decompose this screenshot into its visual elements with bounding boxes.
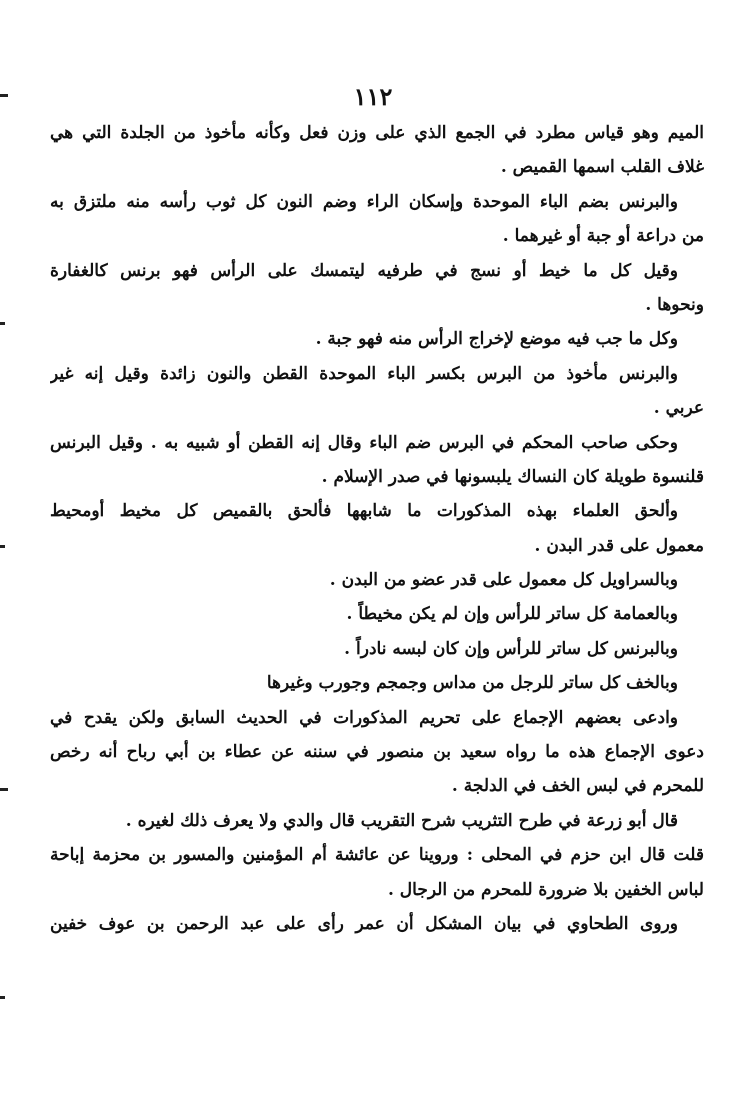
body-text <box>50 116 704 941</box>
text-line: وقيل كل ما خيط أو نسج في طرفيه ليتمسك على الرأس فهو برنس كالغفارة <box>50 260 678 281</box>
text-line: وادعى بعضهم الإجماع على تحريم المذكورات في الحديث السابق ولكن يقدح في <box>50 707 678 728</box>
margin-mark <box>0 322 5 325</box>
text-line: من دراعة أو جبة أو غيرهما . <box>502 226 704 247</box>
text-line: وكل ما جب فيه موضع لإخراج الرأس منه فهو جبة . <box>315 329 678 350</box>
text-line: وبالعمامة كل ساتر للرأس وإن لم يكن مخيطاً . <box>346 604 678 625</box>
margin-mark <box>0 545 5 548</box>
text-line: لباس الخفين بلا ضرورة للمحرم من الرجال . <box>387 879 704 900</box>
text-line: وبالبرنس كل ساتر للرأس وإن كان لبسه نادراً . <box>344 638 678 659</box>
text-line: وبالسراويل كل معمول على قدر عضو من البدن . <box>329 570 678 591</box>
text-line: معمول على قدر البدن . <box>534 535 704 556</box>
text-line: الميم وهو قياس مطرد في الجمع الذي على وزن فعل وكأنه مأخوذ من الجلدة التي هي <box>50 123 704 143</box>
text-line: وبالخف كل ساتر للرجل من مداس وجمجم وجورب وغيرها <box>266 673 678 694</box>
text-line: قال أبو زرعة في طرح التثريب شرح التقريب قال والدي ولا يعرف ذلك لغيره . <box>125 810 678 831</box>
text-line: وحكى صاحب المحكم في البرس ضم الباء وقال إنه القطن أو شبيه به . وقيل البرنس <box>50 432 678 453</box>
text-line: قلنسوة طويلة كان النساك يلبسونها في صدر الإسلام . <box>321 466 704 487</box>
text-line: عربي . <box>653 398 704 419</box>
margin-mark <box>0 996 5 999</box>
text-line: وألحق العلماء بهذه المذكورات ما شابهها فألحق بالقميص كل مخيط أومحيط <box>50 501 678 522</box>
margin-mark <box>0 788 8 791</box>
margin-mark <box>0 94 8 97</box>
text-line: والبرنس مأخوذ من البرس بكسر الباء الموحدة القطن والنون زائدة وقيل إنه غير <box>50 363 678 384</box>
text-line: دعوى الإجماع هذه ما رواه سعيد بن منصور في سننه عن عطاء بن أبي رباح أنه رخص <box>50 742 704 763</box>
text-line: ونحوها . <box>645 294 704 315</box>
text-line: وروى الطحاوي في بيان المشكل أن عمر رأى على عبد الرحمن بن عوف خفين <box>50 913 678 934</box>
text-line: غلاف القلب اسمها القميص . <box>500 157 704 178</box>
text-line: والبرنس بضم الباء الموحدة وإسكان الراء وضم النون كل ثوب رأسه منه ملتزق به <box>50 191 678 212</box>
page-number: ١١٢ <box>353 82 393 111</box>
text-line: للمحرم في لبس الخف في الدلجة . <box>451 776 704 797</box>
text-line: قلت قال ابن حزم في المحلى : وروينا عن عائشة أم المؤمنين والمسور بن محزمة إباحة <box>50 845 704 866</box>
